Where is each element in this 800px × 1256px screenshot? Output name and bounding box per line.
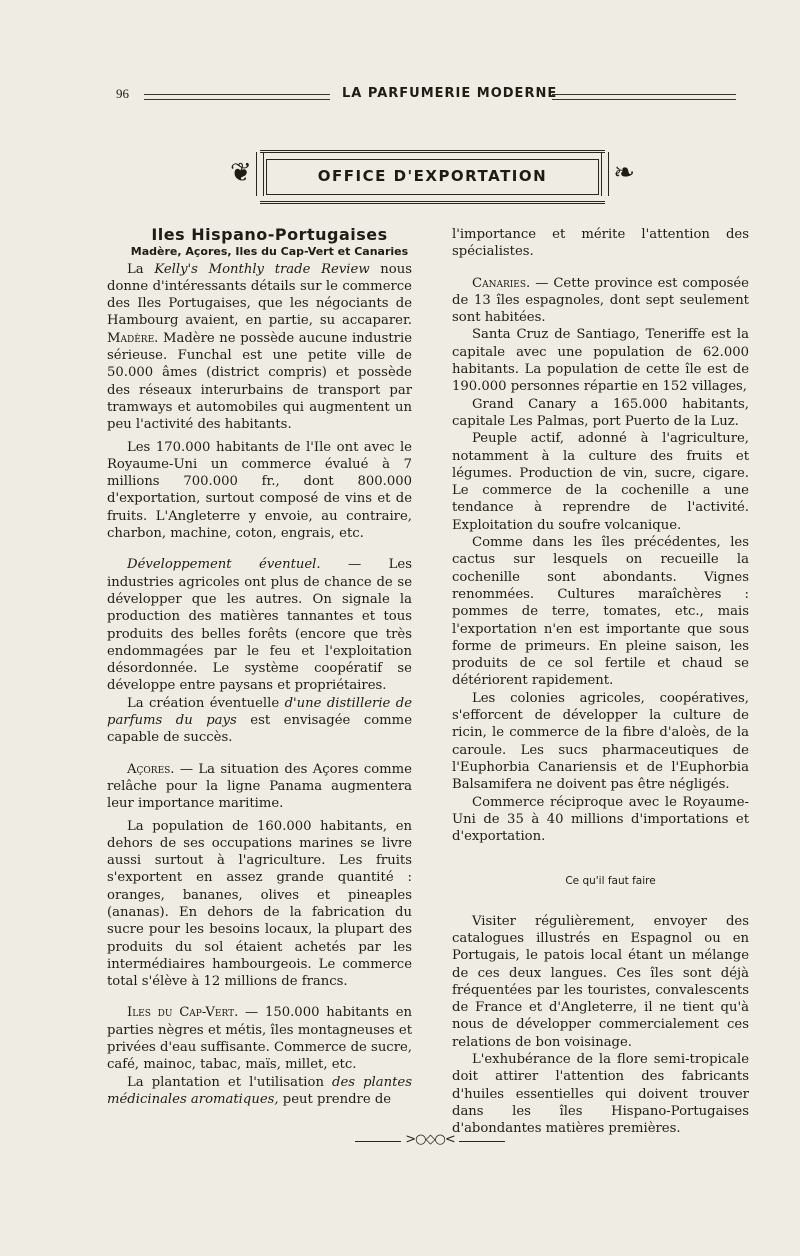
paragraph: Comme dans les îles précédentes, les cactus sur lesquels on recueille la cochenille sont abondants. Vignes renommées. Cultures maraîchères : pommes de terre, tomates, etc., mais l'exportation n'en est importante que sous forme de primeurs. En pleine saison, les produits de ce sol fertile et chaud se détériorent rapidement. [452,535,749,689]
journal-title: LA PARFUMERIE MODERNE [342,86,558,101]
end-ornament [355,1132,505,1152]
header-rule-right [552,94,736,100]
paragraph: Açores. — La situation des Açores comme relâche pour la ligne Panama augmentera leur importance maritime. [107,761,412,812]
left-column [107,226,412,1108]
end-ornament-line [459,1141,505,1142]
paragraph-label: Açores. [127,761,175,777]
paragraph: Grand Canary a 165.000 habitants, capitale Les Palmas, port Puerto de la Luz. [452,396,749,429]
paragraph: Visiter régulièrement, envoyer des catalogues illustrés en Espagnol ou en Portugais, le patois local étant un mélange de ces deux langues. Ces îles sont déjà fréquentées par les touristes, convalescents de France et d'Angleterre, il ne tient qu'à nous de développer commercialement ces relations de bon voisinage. [452,913,749,1050]
end-ornament-glyphs: >○◇○< [405,1132,455,1147]
section-banner [230,150,635,202]
paragraph: Peuple actif, adonné à l'agriculture, notamment à la culture des fruits et légumes. Production de vin, sucre, cigare. Le commerce de la cochenille a une tendance à reprendre de l'activité. Exploitation du soufre volcanique. [452,431,749,533]
banner-bar-right [601,152,609,196]
header-rule-left [144,94,330,100]
end-ornament-line [355,1141,401,1142]
paragraph: Commerce réciproque avec le Royaume-Uni de 35 à 40 millions d'importations et d'exportation. [452,794,749,845]
paragraph-label: Canaries. [472,275,531,291]
article-subtitle: Madère, Açores, Iles du Cap-Vert et Canaries [130,245,409,259]
paragraph-label: Madère. [107,330,159,346]
paragraph: La Kelly's Monthly trade Review nous donne d'intéressants détails sur le commerce des Iles Portugaises, que les négociants de Hambourg avaient, en partie, su accaparer. Madère. Madère ne possède aucune industrie sérieuse. Funchal est une petite ville de 50.000 âmes (district compris) et possède des réseaux interurbains de transport par tramways et automobiles qui augmentent un peu l'activité des habitants. [107,261,413,433]
paragraph: Canaries. — Cette province est composée de 13 îles espagnoles, dont sept seulement sont habitées. [452,275,749,326]
page-number: 96 [116,86,129,101]
paragraph-label: Iles du Cap-Vert. [127,1005,239,1021]
paragraph: Santa Cruz de Santiago, Teneriffe est la capitale avec une population de 62.000 habitants. La population de cette île est de 190.000 personnes répartie en 152 villages, [452,327,749,395]
paragraph: La population de 160.000 habitants, en dehors de ses occupations marines se livre aussi surtout à l'agriculture. Les fruits s'exportent en assez grande quantité : oranges, bananes, olives et pineaples (ananas). En dehors de la fabrication du sucre pour les besoins locaux, la plupart des produits du sol étaient achetés par les intermédiaires hambourgeois. Le commerce total s'élève à 12 millions de francs. [107,818,412,990]
paragraph: l'importance et mérite l'attention des spécialistes. [452,227,749,260]
fleuron-icon: ❧ [613,158,635,188]
paragraph: Les 170.000 habitants de l'Ile ont avec le Royaume-Uni un commerce évalué à 7 millions 700.000 fr., dont 800.000 d'exportation, surtout composé de vins et de fruits. L'Angleterre y envoie, au contraire, charbon, machine, coton, engrais, etc. [107,439,412,542]
right-column [452,226,749,1138]
article-title: Iles Hispano-Portugaises [151,225,388,244]
paragraph: Iles du Cap-Vert. — 150.000 habitants en parties nègres et métis, îles montagneuses et privées d'eau suffisante. Commerce de sucre, café, mainoc, tabac, maïs, millet, etc. [107,1005,412,1073]
banner-frame [260,150,605,204]
subheading: Ce qu'il faut faire [565,875,656,888]
fleuron-icon: ❦ [230,158,252,188]
paragraph: Les colonies agricoles, coopératives, s'efforcent de développer la culture de ricin, le commerce de la fibre d'aloès, de la caroule. Les sucs pharmaceutiques de l'Euphorbia Canariensis et de l'Euphorbia Balsamifera ne doivent pas être négligés. [452,690,749,793]
paragraph: L'exhubérance de la flore semi-tropicale doit attirer l'attention des fabricants d'huiles essentielles qui doivent trouver dans les îles Hispano-Portugaises d'abondantes matières premières. [452,1052,749,1137]
paragraph: Développement éventuel. — Les industries agricoles ont plus de chance de se développer que les autres. On signale la production des matières tannantes et tous produits des belles forêts (encore que très endommagées par le feu et l'exploitation désordonnée. Le système coopératif se développe entre paysans et propriétaires. [107,557,412,694]
paragraph: La création éventuelle d'une distillerie de parfums du pays est envisagée comme capable de succès. [107,695,412,746]
running-header [116,86,796,106]
section-title: OFFICE D'EXPORTATION [317,167,548,185]
paragraph: La plantation et l'utilisation des plantes médicinales aromatiques, peut prendre de [107,1074,412,1107]
